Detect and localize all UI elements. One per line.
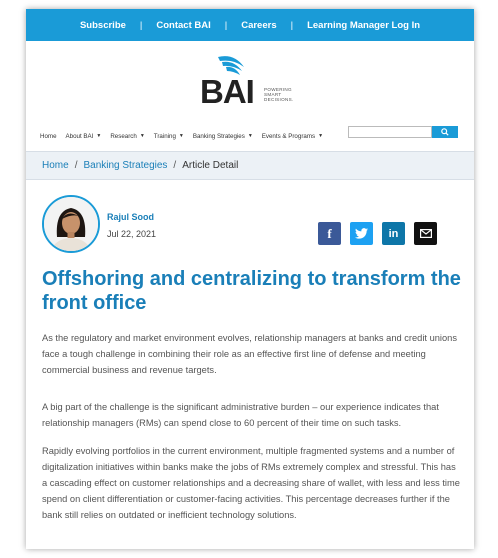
nav-label: Events & Programs: [261, 132, 316, 140]
separator: |: [290, 19, 294, 31]
separator: |: [139, 19, 143, 31]
author-name[interactable]: Rajul Sood: [107, 212, 154, 222]
nav-item-banking-strategies[interactable]: [193, 133, 253, 140]
tagline-line: POWERING: [264, 87, 292, 92]
chevron-down-icon: ▼: [247, 133, 253, 139]
chevron-down-icon: ▼: [178, 133, 184, 139]
linkedin-share-button[interactable]: [382, 222, 405, 245]
search-button[interactable]: [432, 126, 458, 138]
search-box: [348, 126, 458, 138]
nav-item-about-bai[interactable]: [66, 133, 102, 140]
email-share-button[interactable]: [414, 222, 437, 245]
top-utility-bar: [26, 9, 474, 41]
breadcrumb-banking-strategies[interactable]: Banking Strategies: [83, 160, 168, 171]
contact-bai-link[interactable]: Contact BAI: [156, 19, 211, 31]
avatar[interactable]: [42, 195, 100, 253]
breadcrumb: [26, 151, 474, 180]
tagline-line: SMART: [264, 92, 282, 98]
nav-label: Research: [110, 132, 137, 140]
separator: |: [224, 19, 228, 31]
facebook-icon: f: [327, 225, 332, 241]
breadcrumb-current: Article Detail: [182, 160, 239, 171]
nav-label: Home: [40, 132, 57, 140]
breadcrumb-home[interactable]: Home: [42, 160, 69, 171]
nav-label: About BAI: [65, 132, 94, 140]
logo-text: BAI: [200, 73, 254, 110]
nav-item-home[interactable]: [40, 133, 57, 140]
subscribe-link[interactable]: Subscribe: [79, 19, 126, 31]
breadcrumb-separator: /: [74, 160, 78, 171]
chevron-down-icon: ▼: [139, 133, 145, 139]
twitter-icon: [355, 228, 368, 239]
chevron-down-icon: ▼: [96, 133, 102, 139]
tagline-line: DECISIONS.: [264, 97, 294, 103]
article-paragraph: Rapidly evolving portfolios in the current environment, multiple fragmented systems and a number of digitalization initiatives within banks make the jobs of RMs extremely complex and stressful. This has a cascading effect on customer relationships and a decreasing share of wallet, with less and less time spend on client differentiation or customer-facing activities. This percentage decreases further if the bank still relies on outdated or inefficient technology solutions.: [42, 446, 460, 520]
search-input[interactable]: [348, 126, 432, 138]
bai-logo[interactable]: [200, 51, 300, 111]
logo-tagline: [264, 87, 294, 103]
publish-date: Jul 22, 2021: [107, 229, 157, 239]
nav-item-research[interactable]: [110, 133, 144, 140]
learning-manager-login-link[interactable]: Learning Manager Log In: [307, 19, 421, 31]
article-title: Offshoring and centralizing to transform the front office: [42, 268, 461, 314]
twitter-share-button[interactable]: [350, 222, 373, 245]
article-paragraph: As the regulatory and market environment evolves, relationship managers at banks and credit unions face a tough challenge in combining their role as an effective first line of defense and meeting commercial business and revenue targets.: [42, 333, 457, 375]
author-photo: [44, 197, 98, 251]
nav-label: Banking Strategies: [192, 132, 245, 140]
chevron-down-icon: ▼: [318, 133, 324, 139]
nav-item-training[interactable]: [154, 133, 184, 140]
nav-item-events-programs[interactable]: [262, 133, 323, 140]
article-paragraph: A big part of the challenge is the significant administrative burden – our experience indicates that relationship managers (RMs) can spend close to 60 percent of their time on such tasks.: [42, 402, 439, 428]
browser-frame: [26, 9, 474, 549]
email-icon: [420, 229, 432, 238]
breadcrumb-separator: /: [173, 160, 177, 171]
nav-label: Training: [153, 132, 176, 140]
facebook-share-button[interactable]: [318, 222, 341, 245]
search-icon: [441, 128, 449, 136]
share-buttons: [318, 222, 446, 245]
linkedin-icon: in: [388, 227, 399, 240]
careers-link[interactable]: Careers: [241, 19, 277, 31]
logo-area: [26, 41, 474, 126]
